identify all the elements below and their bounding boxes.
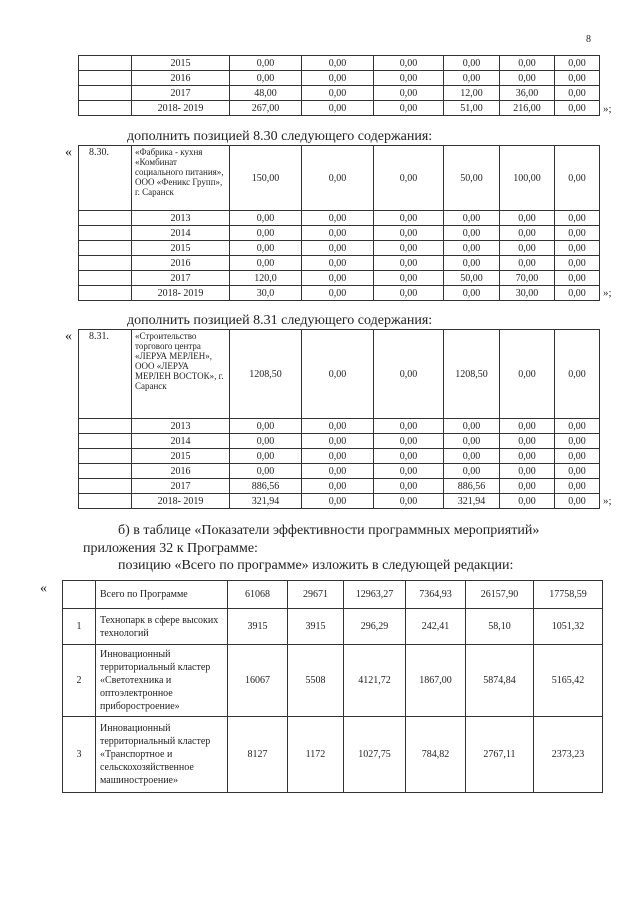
value-cell: 0,00 [500,449,555,464]
table-row [79,271,600,286]
value-cell: 7364,93 [406,581,466,609]
end-mark: »; [603,495,612,507]
value-cell: 50,00 [444,271,500,286]
value-cell: 0,00 [444,211,500,226]
value-cell: 5874,84 [466,645,534,717]
paragraph-b-line2: приложения 32 к Программе: [83,541,258,556]
value-cell: 0,00 [302,449,374,464]
value-cell: 30,0 [230,286,302,301]
value-cell: 0,00 [555,286,600,301]
year-cell: 2018- 2019 [132,101,230,116]
value-cell: 0,00 [302,211,374,226]
value-cell: 0,00 [555,449,600,464]
indicator-name-cell: Технопарк в сфере высоких технологий [96,609,228,645]
position-cell [79,241,132,256]
table-row [79,494,600,509]
position-cell [79,101,132,116]
object-name-cell: «Строительство торгового центра «ЛЕРУА МЕРЛЕН», ООО «ЛЕРУА МЕРЛЕН ВОСТОК», г. Саранск [132,330,230,419]
value-cell: 12963,27 [344,581,406,609]
value-cell: 0,00 [555,86,600,101]
value-cell: 0,00 [500,464,555,479]
value-cell: 0,00 [302,464,374,479]
value-cell: 0,00 [230,464,302,479]
value-cell: 0,00 [302,101,374,116]
value-cell: 0,00 [374,241,444,256]
value-cell: 0,00 [302,56,374,71]
table-row [79,434,600,449]
table-row [79,479,600,494]
value-cell: 0,00 [374,419,444,434]
value-cell: 0,00 [302,479,374,494]
table-row [79,226,600,241]
position-cell [79,226,132,241]
value-cell: 48,00 [230,86,302,101]
value-cell: 0,00 [302,241,374,256]
value-cell: 4121,72 [344,645,406,717]
value-cell: 0,00 [555,256,600,271]
year-cell: 2013 [132,419,230,434]
value-cell: 2373,23 [534,717,603,793]
value-cell: 0,00 [500,419,555,434]
value-cell: 0,00 [230,211,302,226]
value-cell: 0,00 [302,494,374,509]
object-name-cell: «Фабрика - кухня «Комбинат социального питания», ООО «Феникс Групп», г. Саранск [132,146,230,211]
table-row [79,86,600,101]
table-row [79,146,600,211]
year-cell: 2015 [132,241,230,256]
value-cell: 0,00 [374,434,444,449]
table-row [63,581,603,609]
row-number-cell [63,581,96,609]
indicator-name-cell: Всего по Программе [96,581,228,609]
value-cell: 0,00 [374,449,444,464]
table-row [79,464,600,479]
value-cell: 0,00 [444,419,500,434]
value-cell: 1172 [288,717,344,793]
value-cell: 0,00 [444,286,500,301]
value-cell: 0,00 [374,146,444,211]
value-cell: 0,00 [374,226,444,241]
value-cell: 242,41 [406,609,466,645]
year-cell: 2015 [132,449,230,464]
value-cell: 0,00 [374,464,444,479]
value-cell: 3915 [228,609,288,645]
value-cell: 0,00 [374,256,444,271]
value-cell: 0,00 [555,330,600,419]
value-cell: 0,00 [555,56,600,71]
value-cell: 0,00 [374,286,444,301]
value-cell: 58,10 [466,609,534,645]
position-cell [79,449,132,464]
indicator-name-cell: Инновационный территориальный кластер «Транспортное и сельскохозяйственное машиностроение» [96,717,228,793]
value-cell: 26157,90 [466,581,534,609]
value-cell: 0,00 [500,256,555,271]
paragraph-add-830: дополнить позицией 8.30 следующего содержания: [127,129,433,144]
value-cell: 321,94 [230,494,302,509]
table-row [79,419,600,434]
value-cell: 0,00 [500,241,555,256]
table-row [79,449,600,464]
value-cell: 0,00 [555,479,600,494]
value-cell: 8127 [228,717,288,793]
year-cell: 2014 [132,434,230,449]
value-cell: 0,00 [374,479,444,494]
value-cell: 0,00 [302,434,374,449]
value-cell: 0,00 [230,256,302,271]
paragraph-b-line3: позицию «Всего по программе» изложить в следующей редакции: [118,558,514,573]
value-cell: 0,00 [374,86,444,101]
position-830-table [78,145,600,301]
value-cell: 0,00 [230,71,302,86]
open-quote: « [65,329,72,344]
end-mark: »; [603,103,612,115]
value-cell: 70,00 [500,271,555,286]
value-cell: 5165,42 [534,645,603,717]
position-cell [79,479,132,494]
position-cell [79,286,132,301]
value-cell: 0,00 [444,449,500,464]
position-number-cell: 8.30. [79,146,132,211]
row-number-cell: 1 [63,609,96,645]
table-row [63,609,603,645]
value-cell: 61068 [228,581,288,609]
value-cell: 1051,32 [534,609,603,645]
table-row [79,330,600,419]
position-number-cell: 8.31. [79,330,132,419]
value-cell: 1208,50 [444,330,500,419]
value-cell: 0,00 [500,226,555,241]
value-cell: 0,00 [302,86,374,101]
value-cell: 0,00 [444,464,500,479]
year-cell: 2016 [132,71,230,86]
value-cell: 3915 [288,609,344,645]
value-cell: 100,00 [500,146,555,211]
value-cell: 296,29 [344,609,406,645]
value-cell: 0,00 [444,56,500,71]
value-cell: 321,94 [444,494,500,509]
value-cell: 51,00 [444,101,500,116]
value-cell: 5508 [288,645,344,717]
value-cell: 0,00 [555,241,600,256]
value-cell: 0,00 [302,146,374,211]
table-row [79,286,600,301]
value-cell: 0,00 [374,56,444,71]
row-number-cell: 2 [63,645,96,717]
value-cell: 0,00 [302,71,374,86]
row-number-cell: 3 [63,717,96,793]
value-cell: 0,00 [302,286,374,301]
position-cell [79,56,132,71]
table-row [79,256,600,271]
open-quote: « [65,145,72,160]
year-cell: 2018- 2019 [132,494,230,509]
value-cell: 0,00 [302,256,374,271]
end-mark: »; [603,287,612,299]
value-cell: 120,0 [230,271,302,286]
value-cell: 0,00 [230,226,302,241]
value-cell: 0,00 [555,71,600,86]
page-number: 8 [586,34,591,45]
value-cell: 17758,59 [534,581,603,609]
year-cell: 2018- 2019 [132,286,230,301]
open-quote: « [40,581,47,596]
value-cell: 0,00 [230,449,302,464]
value-cell: 0,00 [555,271,600,286]
value-cell: 0,00 [555,146,600,211]
year-cell: 2016 [132,256,230,271]
value-cell: 2767,11 [466,717,534,793]
value-cell: 0,00 [374,330,444,419]
value-cell: 0,00 [444,256,500,271]
year-cell: 2016 [132,464,230,479]
position-cell [79,434,132,449]
value-cell: 0,00 [444,71,500,86]
continuation-table [78,55,600,116]
year-cell: 2015 [132,56,230,71]
position-831-table [78,329,600,509]
value-cell: 886,56 [444,479,500,494]
paragraph-b-line1: б) в таблице «Показатели эффективности программных мероприятий» [118,523,540,538]
value-cell: 36,00 [500,86,555,101]
value-cell: 0,00 [302,419,374,434]
value-cell: 0,00 [444,226,500,241]
value-cell: 0,00 [444,434,500,449]
value-cell: 16067 [228,645,288,717]
value-cell: 216,00 [500,101,555,116]
value-cell: 0,00 [555,494,600,509]
position-cell [79,494,132,509]
table-row [79,56,600,71]
value-cell: 0,00 [555,434,600,449]
value-cell: 0,00 [230,434,302,449]
value-cell: 0,00 [374,494,444,509]
value-cell: 50,00 [444,146,500,211]
value-cell: 0,00 [555,464,600,479]
position-cell [79,464,132,479]
value-cell: 0,00 [500,56,555,71]
value-cell: 150,00 [230,146,302,211]
value-cell: 0,00 [374,101,444,116]
value-cell: 29671 [288,581,344,609]
value-cell: 0,00 [230,241,302,256]
value-cell: 0,00 [555,211,600,226]
efficiency-table [62,580,603,793]
value-cell: 0,00 [500,330,555,419]
table-row [79,241,600,256]
table-row [79,211,600,226]
value-cell: 267,00 [230,101,302,116]
value-cell: 0,00 [374,71,444,86]
year-cell: 2014 [132,226,230,241]
position-cell [79,211,132,226]
paragraph-add-831: дополнить позицией 8.31 следующего содержания: [127,313,433,328]
table-row [79,101,600,116]
year-cell: 2013 [132,211,230,226]
value-cell: 12,00 [444,86,500,101]
value-cell: 0,00 [230,56,302,71]
value-cell: 1208,50 [230,330,302,419]
value-cell: 0,00 [302,271,374,286]
table-row [79,71,600,86]
value-cell: 784,82 [406,717,466,793]
value-cell: 0,00 [374,271,444,286]
position-cell [79,71,132,86]
indicator-name-cell: Инновационный территориальный кластер «Светотехника и оптоэлектронное приборостроение» [96,645,228,717]
value-cell: 0,00 [500,479,555,494]
value-cell: 0,00 [500,494,555,509]
value-cell: 0,00 [302,226,374,241]
year-cell: 2017 [132,86,230,101]
position-cell [79,419,132,434]
value-cell: 1867,00 [406,645,466,717]
value-cell: 0,00 [500,434,555,449]
value-cell: 0,00 [374,211,444,226]
value-cell: 0,00 [555,419,600,434]
year-cell: 2017 [132,271,230,286]
year-cell: 2017 [132,479,230,494]
value-cell: 0,00 [555,226,600,241]
position-cell [79,86,132,101]
table-row [63,717,603,793]
position-cell [79,271,132,286]
value-cell: 1027,75 [344,717,406,793]
table-row [63,645,603,717]
value-cell: 0,00 [230,419,302,434]
value-cell: 0,00 [500,211,555,226]
value-cell: 0,00 [444,241,500,256]
value-cell: 0,00 [302,330,374,419]
value-cell: 886,56 [230,479,302,494]
value-cell: 0,00 [555,101,600,116]
position-cell [79,256,132,271]
value-cell: 0,00 [500,71,555,86]
value-cell: 30,00 [500,286,555,301]
